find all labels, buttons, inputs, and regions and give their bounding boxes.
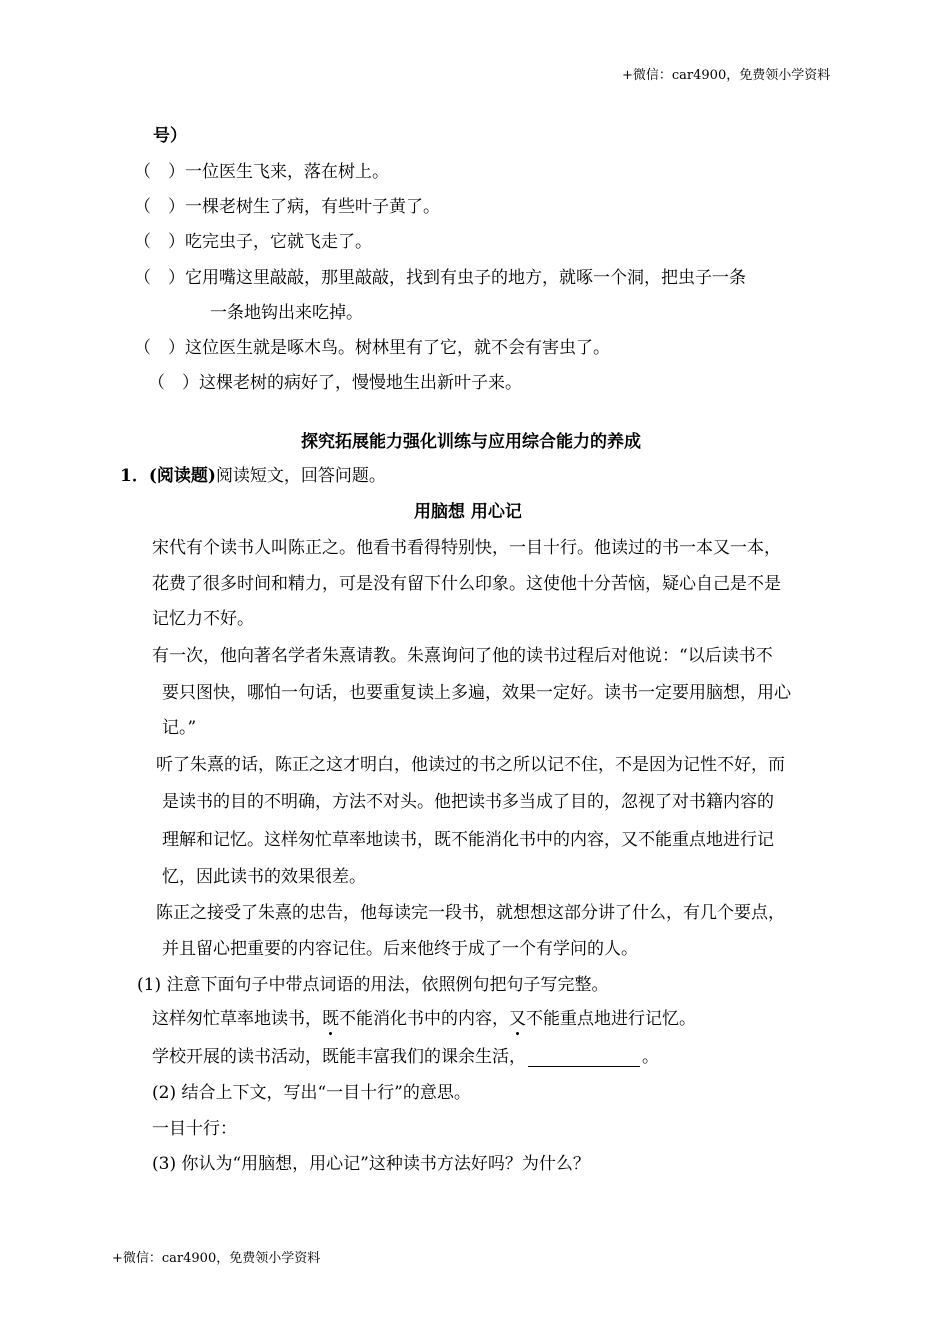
section-title: 探究拓展能力强化训练与应用综合能力的养成 (301, 432, 641, 452)
answer-paren[interactable]: （ ） (134, 162, 185, 182)
ordering-tail: 号） (153, 126, 187, 146)
answer-paren[interactable]: （ ） (134, 338, 185, 358)
subquestion-2: (2) 结合上下文，写出“一目十行”的意思。 (152, 1083, 471, 1103)
answer-label: 一目十行： (152, 1119, 237, 1139)
answer-paren[interactable]: （ ） (134, 197, 185, 217)
order-item-continuation: 一条地钩出来吃掉。 (210, 303, 363, 323)
passage-line: 宋代有个读书人叫陈正之。他看书看得特别快，一目十行。他读过的书一本又一本， (152, 538, 781, 558)
emphasis-dot (516, 1032, 519, 1035)
passage-line: 陈正之接受了朱熹的忠告，他每读完一段书，就想想这部分讲了什么，有几个要点， (156, 903, 785, 923)
passage-line: 要只图快，哪怕一句话，也要重复读上多遍，效果一定好。读书一定要用脑想，用心 (162, 683, 791, 703)
answer-paren[interactable]: （ ） (134, 232, 185, 252)
subquestion-3: (3) 你认为“用脑想，用心记”这种读书方法好吗？为什么？ (152, 1154, 590, 1174)
passage-line: 花费了很多时间和精力，可是没有留下什么印象。这使他十分苦恼，疑心自己是不是 (152, 574, 781, 594)
subquestion-1: (1) 注意下面句子中带点词语的用法，依照例句把句子写完整。 (137, 975, 609, 995)
answer-paren[interactable]: （ ） (134, 268, 185, 288)
passage-line: 忆，因此读书的效果很差。 (162, 867, 366, 887)
order-item: （ ）这位医生就是啄木鸟。树林里有了它，就不会有害虫了。 (134, 338, 610, 358)
answer-paren[interactable]: （ ） (148, 373, 199, 393)
question-heading: 1．(阅读题)阅读短文，回答问题。 (120, 466, 386, 486)
order-item: （ ）这棵老树的病好了，慢慢地生出新叶子来。 (148, 373, 522, 393)
header-watermark: +微信：car4900，免费领小学资料 (622, 68, 831, 83)
answer-blank[interactable] (528, 1048, 640, 1067)
order-item: （ ）它用嘴这里敲敲，那里敲敲，找到有虫子的地方，就啄一个洞，把虫子一条 (134, 268, 746, 288)
passage-line: 记忆力不好。 (152, 609, 254, 629)
example-sentence: 这样匆忙草率地读书，既 不能消化书中的内容，又 不能重点地进行记忆。 (152, 1009, 696, 1029)
passage-line: 听了朱熹的话，陈正之这才明白，他读过的书之所以记不住，不是因为记性不好，而 (156, 755, 785, 775)
fill-sentence: 学校开展的读书活动，既能丰富我们的课余生活， 。 (152, 1047, 659, 1067)
passage-line: 理解和记忆。这样匆忙草率地读书，既不能消化书中的内容，又不能重点地进行记 (162, 830, 774, 850)
passage-line: 是读书的目的不明确，方法不对头。他把读书多当成了目的，忽视了对书籍内容的 (162, 792, 774, 812)
passage-line: 有一次，他向著名学者朱熹请教。朱熹询问了他的读书过程后对他说：“以后读书不 (152, 646, 773, 666)
passage-line: 记。” (162, 718, 197, 738)
order-item: （ ）一位医生飞来，落在树上。 (134, 162, 389, 182)
order-item: （ ）吃完虫子，它就飞走了。 (134, 232, 372, 252)
emphasis-dot (329, 1032, 332, 1035)
order-item: （ ）一棵老树生了病，有些叶子黄了。 (134, 197, 440, 217)
footer-watermark: +微信：car4900，免费领小学资料 (112, 1251, 321, 1266)
passage-line: 并且留心把重要的内容记住。后来他终于成了一个有学问的人。 (162, 939, 638, 959)
passage-title: 用脑想 用心记 (414, 502, 522, 522)
